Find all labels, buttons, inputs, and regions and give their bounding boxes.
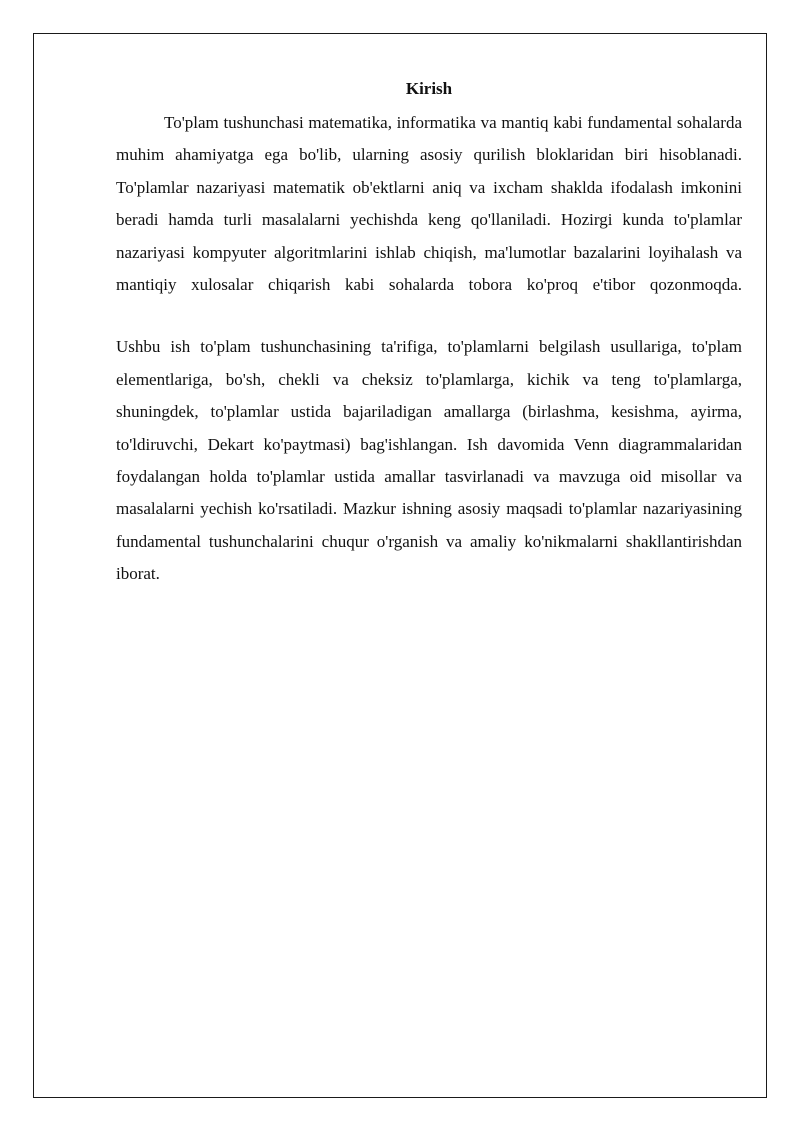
section-title: Kirish [405,79,453,98]
scope-paragraph: Ushbu ish to'plam tushunchasining ta'rifiga, to'plamlarni belgilash usullariga, to'plam elementlariga, bo'sh, chekli va cheksiz to'plamlarga, kichik va teng to'plamlarga, shuningdek, to'plamlar ustida bajariladigan amallarga (birlashma, kesishma, ayirma, to'ldiruvchi, Dekart ko'paytmasi) bag'ishlangan. Ish davomida Venn diagrammalaridan foydalangan holda to'plamlar ustida amallar tasvirlanadi va mavzuga oid misollar va masalalarni yechish ko'rsatiladi. Mazkur ishning asosiy maqsadi to'plamlar nazariyasining fundamental tushunchalarini chuqur o'rganish va amaliy ko'nikmalarni shakllantirishdan iborat. [116,337,742,584]
document-body [116,76,742,591]
intro-paragraph: To'plam tushunchasi matematika, informatika va mantiq kabi fundamental sohalarda muhim ahamiyatga ega bo'lib, ularning asosiy qurilish bloklaridan biri hisoblanadi. To'plamlar nazariyasi matematik ob'ektlarni aniq va ixcham shaklda ifodalash imkonini beradi hamda turli masalalarni yechishda keng qo'llaniladi. Hozirgi kunda to'plamlar nazariyasi kompyuter algoritmlarini ishlab chiqish, ma'lumotlar bazalarini loyihalash va mantiqiy xulosalar chiqarish kabi sohalarda tobora ko'proq e'tibor qozonmoqda. [116,113,742,295]
paragraph-spacer [116,301,742,331]
